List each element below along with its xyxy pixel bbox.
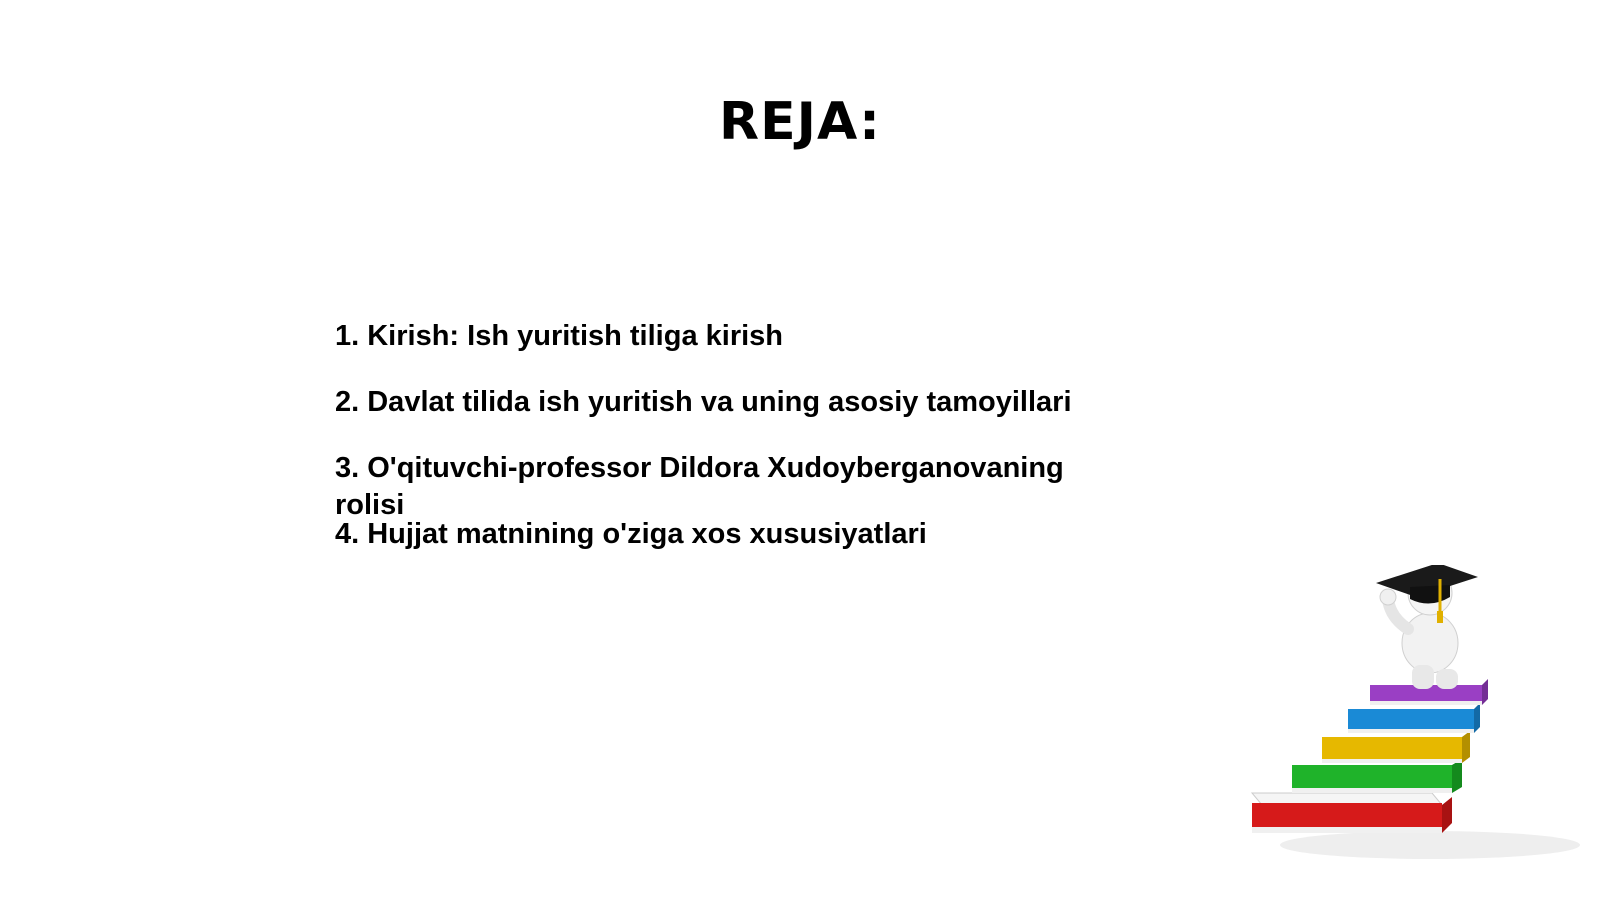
plan-item-2: 2. Davlat tilida ish yuritish va uning asosiy tamoyillari	[335, 386, 1072, 418]
graduate-on-books-icon	[1240, 565, 1580, 865]
red-book	[1252, 793, 1452, 833]
slide-title: REJA:	[719, 92, 881, 152]
green-book	[1292, 759, 1462, 793]
blue-book	[1348, 703, 1480, 733]
plan-item-1: 1. Kirish: Ish yuritish tiliga kirish	[335, 320, 783, 352]
plan-item-3: 3. O'qituvchi-professor Dildora Xudoyberganovaning rolisi	[335, 452, 1064, 521]
plan-item-4: 4. Hujjat matnining o'ziga xos xususiyatlari	[335, 518, 927, 550]
yellow-book	[1322, 731, 1470, 763]
